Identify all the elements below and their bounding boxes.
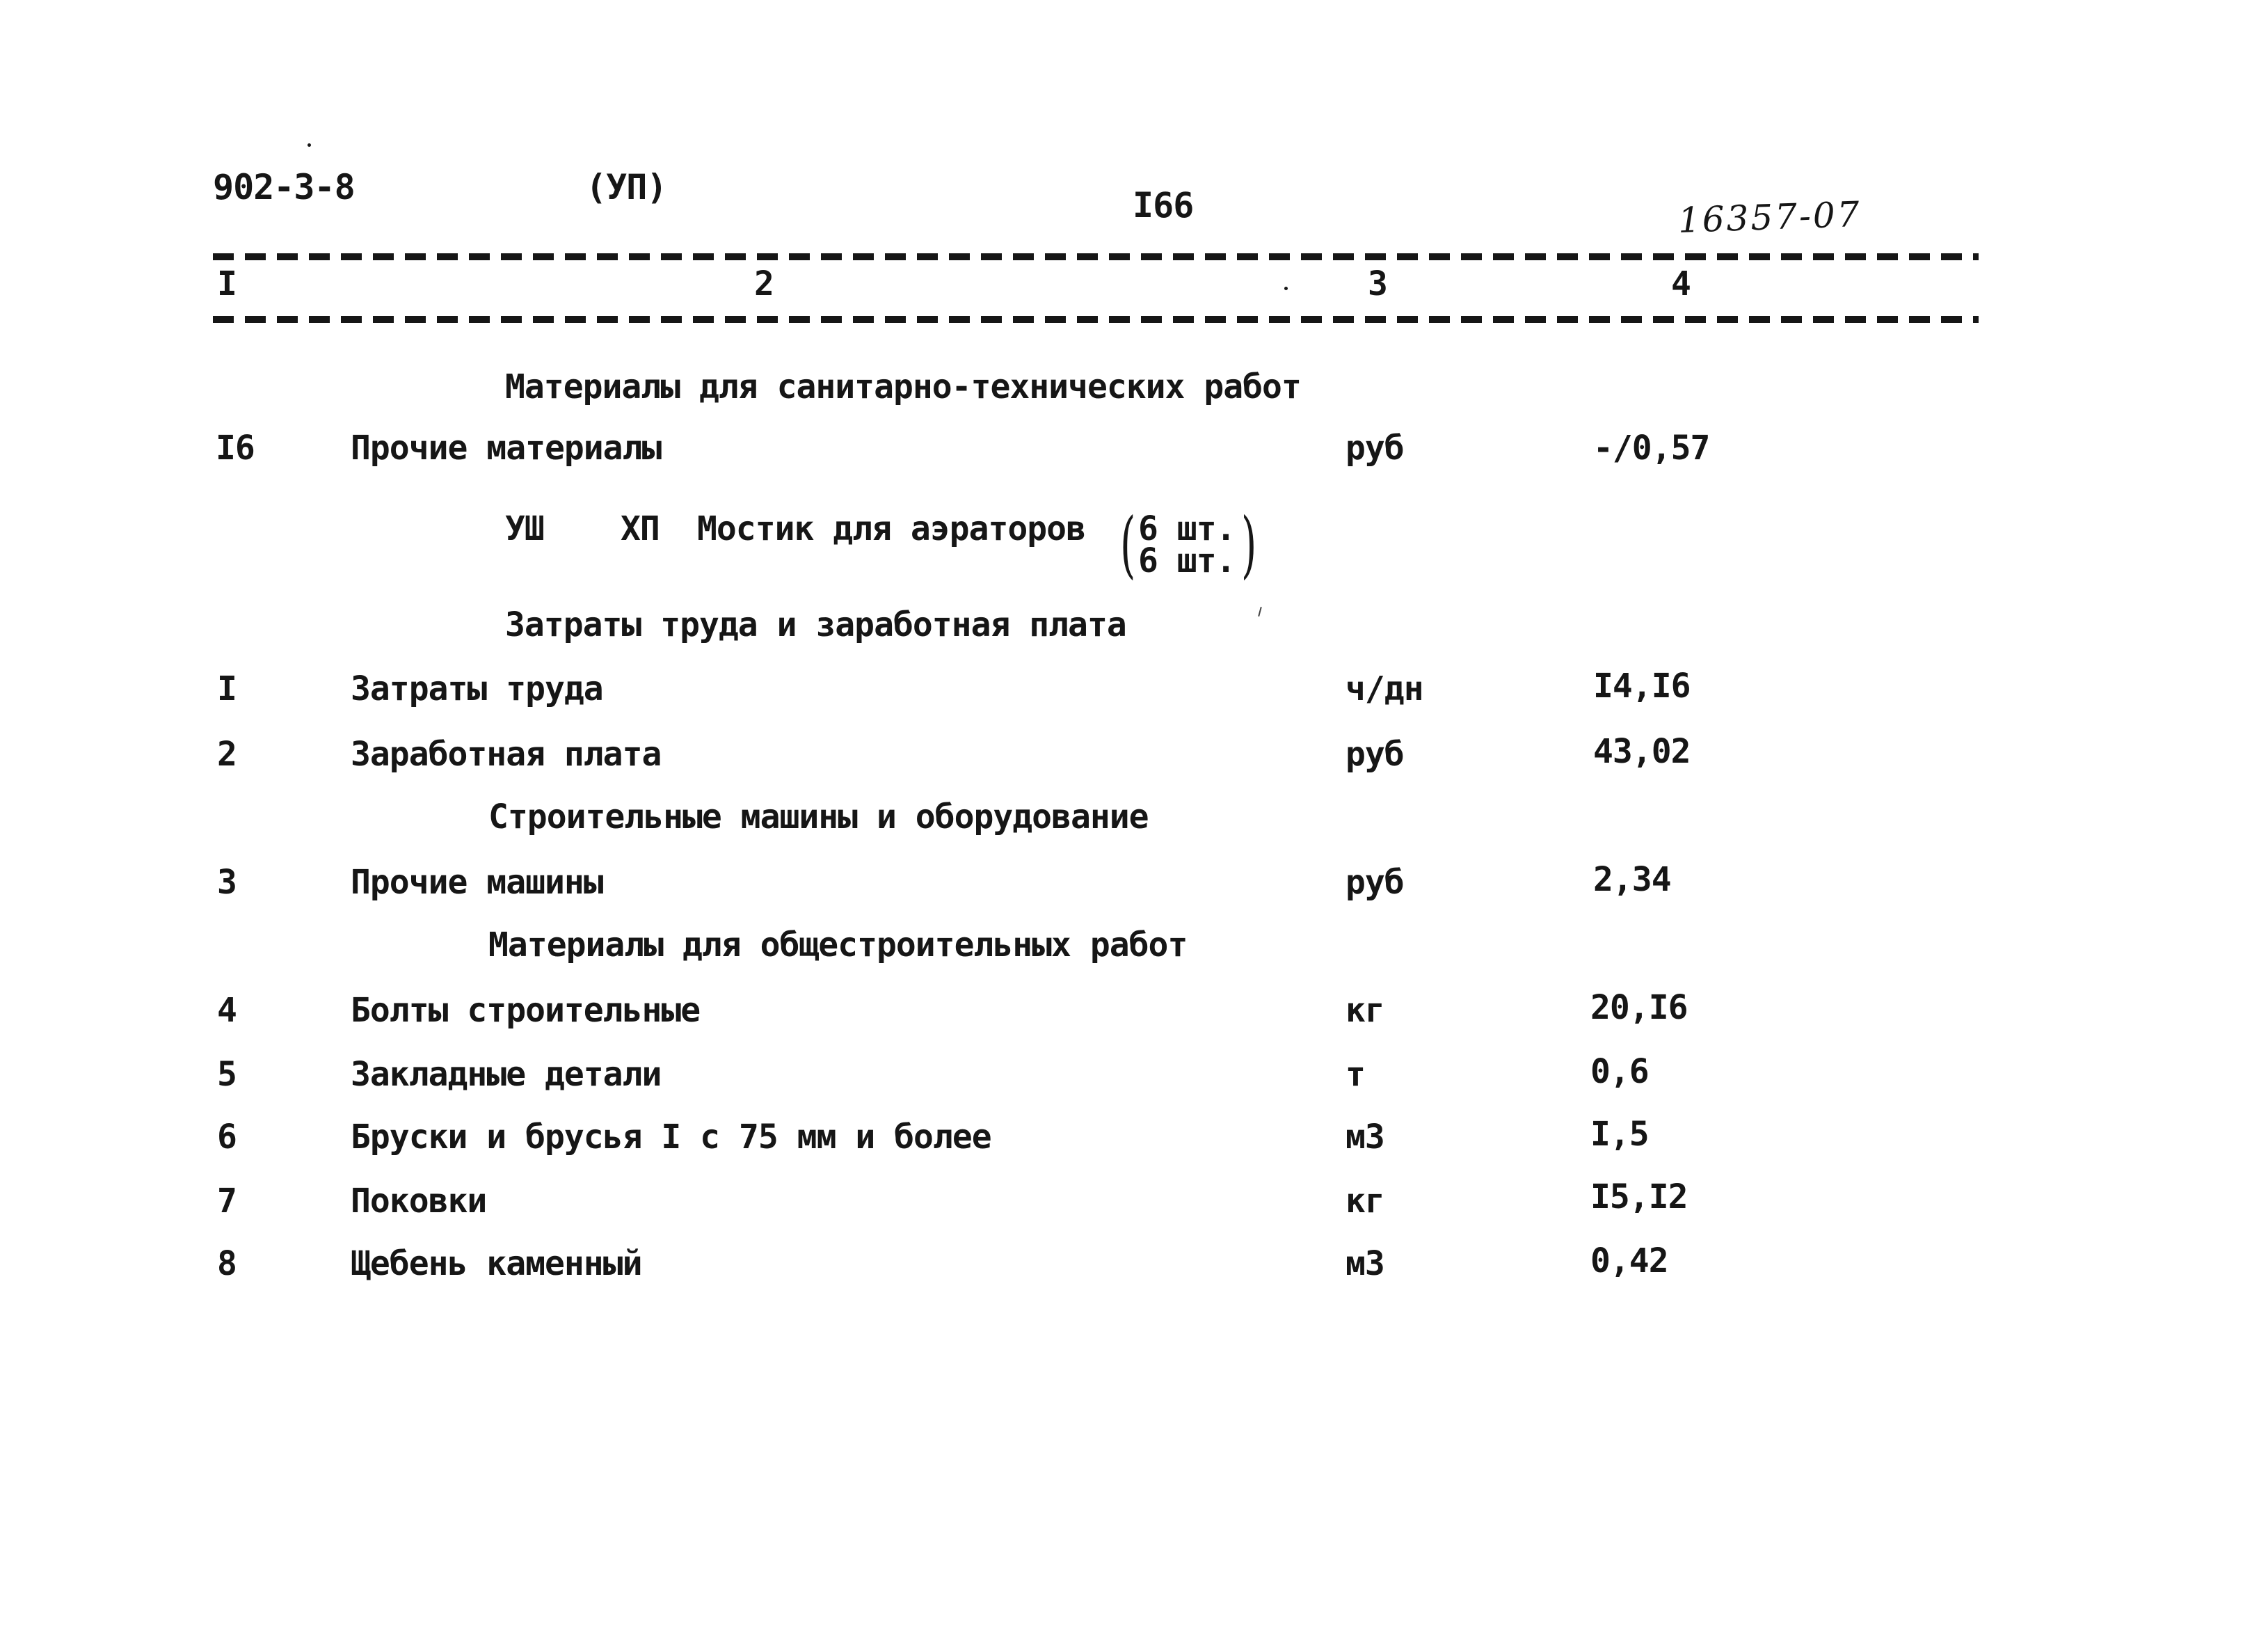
column-number-1: I (217, 264, 237, 303)
row-number: 7 (217, 1182, 237, 1221)
row-number: I6 (216, 429, 255, 468)
quantity-line-2: 6 шт. (1138, 541, 1236, 580)
row-name: Затраты труда (351, 669, 603, 708)
row-unit: кг (1345, 1182, 1384, 1221)
section-heading: Строительные машины и оборудование (488, 797, 1149, 836)
row-value: I4,I6 (1593, 667, 1691, 706)
row-unit: ч/дн (1345, 669, 1423, 708)
row-name: Бруски и брусья I с 75 мм и более (351, 1118, 991, 1157)
section-label: (УП) (586, 167, 667, 207)
row-unit: м3 (1345, 1244, 1384, 1283)
row-value: 43,02 (1593, 732, 1691, 771)
row-unit: руб (1345, 429, 1404, 468)
part-number: УШ (505, 509, 544, 548)
row-unit: руб (1345, 863, 1404, 902)
inventory-number: 16357-07 (1677, 193, 1862, 241)
column-number-2: 2 (754, 264, 774, 303)
column-number-4: 4 (1671, 264, 1691, 303)
row-value: 0,6 (1590, 1052, 1649, 1091)
dashed-rule-bottom (213, 316, 1979, 323)
row-value: 0,42 (1590, 1241, 1668, 1280)
row-unit: руб (1345, 735, 1404, 774)
row-value: 2,34 (1593, 860, 1671, 899)
row-value: 20,I6 (1590, 988, 1688, 1027)
speck (308, 143, 311, 147)
speck (1284, 287, 1288, 290)
row-value: -/0,57 (1593, 429, 1710, 468)
row-value: I,5 (1590, 1115, 1649, 1154)
row-name: Щебень каменный (351, 1244, 642, 1283)
item-title: Мостик для аэраторов (697, 509, 1085, 548)
section-number: ХП (621, 509, 660, 548)
row-name: Заработная плата (351, 735, 662, 774)
quantity-line-1: 6 шт. (1138, 509, 1236, 548)
row-number: 6 (217, 1118, 237, 1157)
row-name: Поковки (351, 1182, 487, 1221)
row-number: 5 (217, 1055, 237, 1094)
row-name: Болты строительные (351, 991, 701, 1030)
column-number-3: 3 (1368, 264, 1387, 303)
row-unit: т (1345, 1055, 1365, 1094)
row-name: Закладные детали (351, 1055, 662, 1094)
row-number: 4 (217, 991, 237, 1030)
row-number: I (217, 669, 237, 708)
row-number: 3 (217, 863, 237, 902)
section-heading: Материалы для общестроительных работ (488, 926, 1188, 964)
row-unit: м3 (1345, 1118, 1384, 1157)
page-number: I66 (1133, 185, 1194, 225)
right-brace: ) (1241, 502, 1257, 587)
stray-mark (1258, 607, 1262, 617)
dashed-rule-top (213, 253, 1979, 260)
section-heading: Затраты труда и заработная плата (505, 605, 1126, 644)
left-brace: ( (1120, 502, 1136, 587)
row-name: Прочие машины (351, 863, 603, 902)
section-heading: Материалы для санитарно-технических работ (505, 367, 1301, 406)
row-number: 2 (217, 735, 237, 774)
document-code: 902-3-8 (213, 167, 355, 207)
row-number: 8 (217, 1244, 237, 1283)
row-value: I5,I2 (1590, 1177, 1688, 1216)
row-name: Прочие материалы (351, 429, 662, 468)
row-unit: кг (1345, 991, 1384, 1030)
